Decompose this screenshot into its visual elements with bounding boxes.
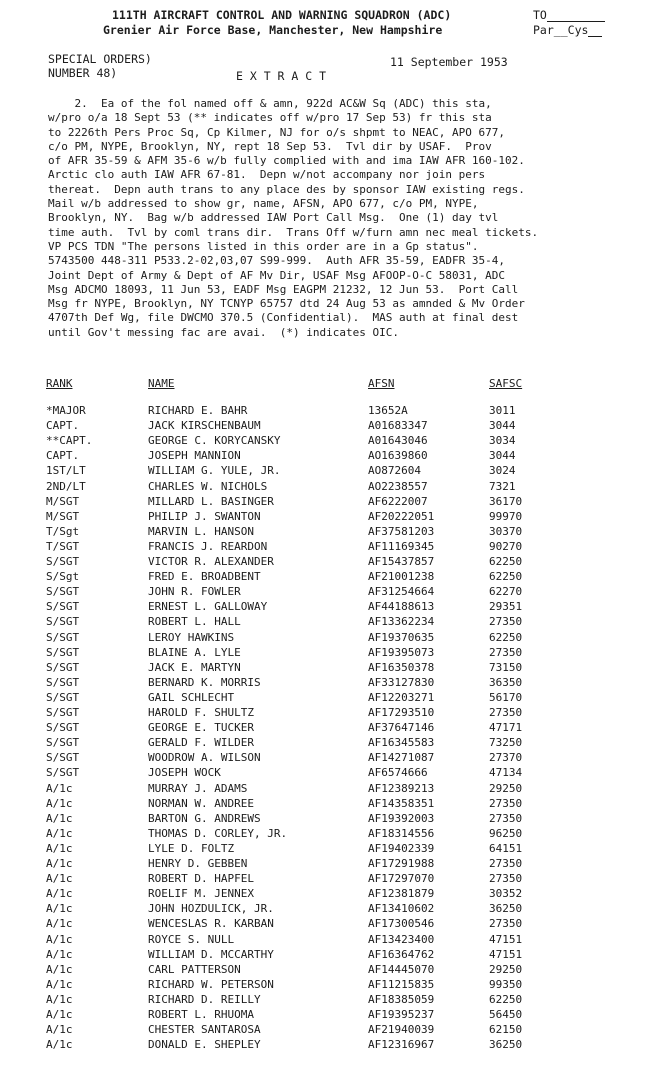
cell-safsc: 62250 [489, 570, 523, 584]
cell-name: ERNEST L. GALLOWAY [148, 600, 268, 614]
cell-afsn: AF16345583 [368, 736, 435, 750]
cell-rank: *MAJOR [46, 404, 86, 417]
table-row [0, 797, 650, 811]
paragraph-line: 5743500 448-311 P533.2-02,03,07 S99-999. Auth AFR 35-59, EADFR 35-4, [48, 254, 505, 268]
cell-afsn: 13652A [368, 404, 408, 417]
to-blank [547, 11, 605, 22]
cell-safsc: 36350 [489, 675, 523, 689]
table-row [0, 812, 650, 826]
cell-safsc: 47134 [489, 766, 523, 780]
cell-name: CHARLES W. NICHOLS [148, 479, 268, 493]
cell-rank: T/Sgt [46, 524, 80, 538]
table-row [0, 449, 650, 463]
cell-safsc: 27350 [489, 872, 523, 886]
cell-safsc: 30370 [489, 524, 523, 538]
table-row [0, 404, 650, 418]
cell-afsn: AF6574666 [368, 766, 428, 780]
cell-name: CARL PATTERSON [148, 962, 241, 976]
cell-afsn: AF17297070 [368, 872, 435, 886]
cell-name: PHILIP J. SWANTON [148, 509, 261, 523]
cell-safsc: 62250 [489, 630, 523, 644]
cell-name: RICHARD D. REILLY [148, 992, 261, 1006]
cell-name: JOSEPH WOCK [148, 766, 221, 780]
cell-name: ROELIF M. JENNEX [148, 887, 254, 901]
table-row [0, 600, 650, 614]
table-row [0, 948, 650, 962]
cell-name: FRANCIS J. REARDON [148, 539, 268, 553]
cell-afsn: AF14358351 [368, 796, 435, 810]
cell-rank: S/SGT [46, 751, 80, 765]
table-row [0, 510, 650, 524]
cell-afsn: AF17291988 [368, 857, 435, 870]
cell-safsc: 27350 [489, 615, 523, 629]
table-row [0, 706, 650, 720]
cell-afsn: AF19402339 [368, 841, 435, 855]
cell-rank: T/SGT [46, 539, 80, 553]
cell-rank: S/SGT [46, 721, 80, 735]
cell-rank: S/SGT [46, 736, 80, 750]
column-header-rank: RANK [46, 377, 73, 390]
column-header-name: NAME [148, 377, 175, 390]
cell-name: GERALD F. WILDER [148, 736, 254, 750]
table-row [0, 1023, 650, 1037]
table-row [0, 646, 650, 660]
cell-rank: A/1c [46, 796, 73, 810]
table-row [0, 782, 650, 796]
cell-afsn: A01643046 [368, 434, 428, 448]
cell-afsn: AO872604 [368, 464, 421, 478]
cell-afsn: AF37647146 [368, 721, 435, 735]
cell-safsc: 29351 [489, 600, 523, 614]
cell-safsc: 99350 [489, 977, 523, 991]
paragraph-line: thereat. Depn auth trans to any place des by sponsor IAW existing regs. [48, 182, 525, 196]
cell-name: GEORGE C. KORYCANSKY [148, 434, 281, 448]
table-row [0, 766, 650, 780]
cell-afsn: AO1639860 [368, 449, 428, 463]
cell-name: GEORGE E. TUCKER [148, 721, 254, 735]
unit-title: 111TH AIRCRAFT CONTROL AND WARNING SQUADRON (ADC) [112, 8, 452, 22]
cell-rank: S/SGT [46, 660, 80, 674]
unit-location: Grenier Air Force Base, Manchester, New Hampshire [103, 23, 443, 37]
cell-safsc: 56450 [489, 1008, 523, 1021]
cell-rank: A/1c [46, 902, 73, 916]
cys-label: Cys [567, 23, 589, 37]
paragraph-line: of AFR 35-59 & AFM 35-6 w/b fully complied with and ima IAW AFR 160-102. [48, 154, 525, 168]
cell-rank: A/1c [46, 872, 73, 886]
cell-safsc: 56170 [489, 690, 523, 704]
cell-rank: A/1c [46, 841, 73, 855]
cell-rank: A/1c [46, 932, 73, 946]
paragraph-line: 4707th Def Wg, file DWCMO 370.5 (Confidential). MAS auth at final dest [48, 311, 519, 325]
cell-afsn: AF17293510 [368, 706, 435, 719]
extract-heading: E X T R A C T [236, 69, 327, 83]
cell-afsn: AF33127830 [368, 675, 435, 689]
table-row [0, 555, 650, 569]
cell-safsc: 27350 [489, 917, 523, 931]
table-row [0, 963, 650, 977]
table-row [0, 721, 650, 735]
special-orders-label: SPECIAL ORDERS) [48, 52, 152, 66]
column-header-afsn: AFSN [368, 377, 395, 390]
cell-name: LEROY HAWKINS [148, 630, 235, 644]
cell-name: BERNARD K. MORRIS [148, 675, 261, 689]
order-number: NUMBER 48) [48, 66, 118, 80]
cell-afsn: A01683347 [368, 419, 428, 433]
cell-afsn: AF16350378 [368, 660, 435, 674]
cell-safsc: 73250 [489, 736, 523, 750]
cell-name: THOMAS D. CORLEY, JR. [148, 826, 288, 840]
table-row [0, 842, 650, 856]
cell-rank: A/1c [46, 977, 73, 991]
table-row [0, 661, 650, 675]
cell-safsc: 30352 [489, 887, 523, 901]
cell-rank: A/1c [46, 887, 73, 901]
cell-safsc: 62150 [489, 1023, 523, 1037]
cell-safsc: 7321 [489, 479, 516, 493]
table-row [0, 676, 650, 690]
cell-rank: S/SGT [46, 675, 80, 689]
paragraph-line: c/o PM, NYPE, Brooklyn, NY, rept 18 Sep 53. Tvl dir by USAF. Prov [48, 139, 492, 153]
cell-afsn: AF19395073 [368, 645, 435, 659]
cell-afsn: AF11215835 [368, 977, 435, 991]
cell-afsn: AF13423400 [368, 932, 435, 946]
cell-name: GAIL SCHLECHT [148, 690, 235, 704]
cell-afsn: AF11169345 [368, 539, 435, 553]
cell-rank: S/SGT [46, 690, 80, 704]
paragraph-line: Arctic clo auth IAW AFR 67-81. Depn w/not accompany nor join pers [48, 168, 486, 182]
cell-safsc: 27350 [489, 811, 523, 825]
cell-safsc: 36250 [489, 902, 523, 916]
cell-safsc: 3034 [489, 434, 516, 448]
table-row [0, 495, 650, 509]
cell-rank: S/SGT [46, 630, 80, 644]
cell-rank: S/SGT [46, 585, 80, 599]
column-header-safsc: SAFSC [489, 377, 523, 390]
order-date: 11 September 1953 [390, 55, 508, 69]
cell-safsc: 64151 [489, 841, 523, 855]
paragraph-line: Brooklyn, NY. Bag w/b addressed IAW Port Call Msg. One (1) day tvl [48, 211, 499, 225]
table-row [0, 993, 650, 1007]
cell-safsc: 3011 [489, 404, 516, 417]
table-row [0, 902, 650, 916]
paragraph-line: w/pro o/a 18 Sept 53 (** indicates off w/pro 17 Sep 53) fr this sta [48, 111, 492, 125]
cell-safsc: 62250 [489, 555, 523, 568]
paragraph-line: VP PCS TDN "The persons listed in this order are in a Gp status". [48, 239, 479, 253]
cell-afsn: AF19395237 [368, 1008, 435, 1021]
cell-afsn: AF12203271 [368, 690, 435, 704]
cell-safsc: 47171 [489, 721, 523, 735]
cell-safsc: 3044 [489, 449, 516, 463]
cell-rank: A/1c [46, 826, 73, 840]
cell-afsn: AF18385059 [368, 992, 435, 1006]
table-row [0, 933, 650, 947]
cell-name: MARVIN L. HANSON [148, 524, 254, 538]
cell-name: JOHN HOZDULICK, JR. [148, 902, 274, 916]
cell-rank: M/SGT [46, 494, 80, 508]
cell-rank: S/SGT [46, 706, 80, 719]
cell-name: WILLIAM D. MCCARTHY [148, 947, 274, 961]
cell-name: NORMAN W. ANDREE [148, 796, 254, 810]
cell-safsc: 96250 [489, 826, 523, 840]
table-row [0, 917, 650, 931]
cell-name: MILLARD L. BASINGER [148, 494, 274, 508]
cell-name: RICHARD E. BAHR [148, 404, 248, 417]
cell-afsn: AF37581203 [368, 524, 435, 538]
cell-safsc: 27350 [489, 706, 523, 719]
cell-safsc: 47151 [489, 932, 523, 946]
cell-name: HENRY D. GEBBEN [148, 857, 248, 870]
table-row [0, 857, 650, 871]
table-row [0, 1038, 650, 1052]
cell-name: JACK E. MARTYN [148, 660, 241, 674]
cell-name: VICTOR R. ALEXANDER [148, 555, 274, 568]
cell-rank: A/1c [46, 947, 73, 961]
cell-rank: A/1c [46, 992, 73, 1006]
cell-rank: S/Sgt [46, 570, 80, 584]
cell-name: DONALD E. SHEPLEY [148, 1038, 261, 1052]
table-row [0, 827, 650, 841]
cell-safsc: 62270 [489, 585, 523, 599]
cell-rank: A/1c [46, 1008, 73, 1021]
cell-name: BARTON G. ANDREWS [148, 811, 261, 825]
cell-afsn: AF14445070 [368, 962, 435, 976]
cell-safsc: 36170 [489, 494, 523, 508]
cell-name: ROBERT D. HAPFEL [148, 872, 254, 886]
cell-afsn: AF18314556 [368, 826, 435, 840]
cell-rank: S/SGT [46, 615, 80, 629]
cell-name: RICHARD W. PETERSON [148, 977, 274, 991]
cell-afsn: AF19392003 [368, 811, 435, 825]
cell-name: FRED E. BROADBENT [148, 570, 261, 584]
cell-rank: A/1c [46, 781, 73, 795]
table-row [0, 615, 650, 629]
table-row [0, 736, 650, 750]
cys-blank [588, 26, 602, 37]
table-row [0, 419, 650, 433]
cell-safsc: 29250 [489, 781, 523, 795]
table-row [0, 434, 650, 448]
cell-afsn: AF14271087 [368, 751, 435, 765]
cell-name: ROBERT L. RHUOMA [148, 1008, 254, 1021]
table-row [0, 585, 650, 599]
table-row [0, 570, 650, 584]
cell-rank: 1ST/LT [46, 464, 86, 478]
cell-afsn: AF21940039 [368, 1023, 435, 1037]
cell-name: MURRAY J. ADAMS [148, 781, 248, 795]
paragraph-line: to 2226th Pers Proc Sq, Cp Kilmer, NJ for o/s shpmt to NEAC, APO 677, [48, 125, 505, 139]
cell-afsn: AF19370635 [368, 630, 435, 644]
cell-rank: A/1c [46, 1023, 73, 1037]
cell-safsc: 27350 [489, 645, 523, 659]
cell-afsn: AF15437857 [368, 555, 435, 568]
distribution-par: Par__Cys [533, 23, 602, 37]
cell-safsc: 36250 [489, 1038, 523, 1052]
cell-afsn: AF16364762 [368, 947, 435, 961]
par-label: Par [533, 23, 554, 37]
paragraph-line: Mail w/b addressed to show gr, name, AFSN, APO 677, c/o PM, NYPE, [48, 197, 479, 211]
cell-safsc: 27370 [489, 751, 523, 765]
cell-rank: S/SGT [46, 555, 80, 568]
cell-afsn: AF44188613 [368, 600, 435, 614]
cell-afsn: AF12316967 [368, 1038, 435, 1052]
table-row [0, 525, 650, 539]
cell-safsc: 90270 [489, 539, 523, 553]
cell-name: CHESTER SANTAROSA [148, 1023, 261, 1037]
cell-name: JACK KIRSCHENBAUM [148, 419, 261, 433]
cell-rank: S/SGT [46, 766, 80, 780]
table-row [0, 978, 650, 992]
cell-rank: A/1c [46, 857, 73, 870]
cell-rank: A/1c [46, 917, 73, 931]
cell-afsn: AF20222051 [368, 509, 435, 523]
cell-name: ROBERT L. HALL [148, 615, 241, 629]
cell-rank: S/SGT [46, 645, 80, 659]
cell-rank: M/SGT [46, 509, 80, 523]
table-row [0, 872, 650, 886]
cell-name: BLAINE A. LYLE [148, 645, 241, 659]
cell-name: HAROLD F. SHULTZ [148, 706, 254, 719]
cell-safsc: 99970 [489, 509, 523, 523]
cell-safsc: 3044 [489, 419, 516, 433]
cell-afsn: AF12389213 [368, 781, 435, 795]
paragraph-line: time auth. Tvl by coml trans dir. Trans Off w/furn amn nec meal tickets. [48, 225, 539, 239]
paragraph-line: Msg fr NYPE, Brooklyn, NY TCNYP 65757 dtd 24 Aug 53 as amnded & Mv Order [48, 297, 525, 311]
distribution-to [533, 8, 605, 22]
cell-afsn: AF17300546 [368, 917, 435, 931]
cell-rank: S/SGT [46, 600, 80, 614]
order-paragraph [48, 97, 644, 340]
paragraph-line: Msg ADCMO 18093, 11 Jun 53, EADF Msg EAGPM 21232, 12 Jun 53. Port Call [48, 282, 519, 296]
table-row [0, 691, 650, 705]
cell-safsc: 27350 [489, 796, 523, 810]
cell-name: WILLIAM G. YULE, JR. [148, 464, 281, 478]
cell-name: WENCESLAS R. KARBAN [148, 917, 274, 931]
cell-name: JOSEPH MANNION [148, 449, 241, 463]
cell-rank: CAPT. [46, 449, 80, 463]
table-row [0, 464, 650, 478]
table-row [0, 540, 650, 554]
cell-rank: CAPT. [46, 419, 80, 433]
cell-name: ROYCE S. NULL [148, 932, 235, 946]
table-row [0, 887, 650, 901]
cell-safsc: 73150 [489, 660, 523, 674]
cell-afsn: AF6222007 [368, 494, 428, 508]
table-row [0, 631, 650, 645]
cell-safsc: 47151 [489, 947, 523, 961]
cell-afsn: AF12381879 [368, 887, 435, 901]
table-row [0, 751, 650, 765]
cell-afsn: AF13410602 [368, 902, 435, 916]
to-label: TO [533, 8, 547, 22]
cell-rank: A/1c [46, 962, 73, 976]
cell-rank: A/1c [46, 1038, 73, 1052]
cell-afsn: AF21001238 [368, 570, 435, 584]
cell-name: WOODROW A. WILSON [148, 751, 261, 765]
cell-afsn: AF13362234 [368, 615, 435, 629]
cell-name: LYLE D. FOLTZ [148, 841, 235, 855]
cell-rank: A/1c [46, 811, 73, 825]
cell-rank: **CAPT. [46, 434, 93, 448]
cell-rank: 2ND/LT [46, 479, 86, 493]
paragraph-line: 2. Ea of the fol named off & amn, 922d AC&W Sq (ADC) this sta, [48, 97, 492, 110]
cell-safsc: 3024 [489, 464, 516, 478]
table-row [0, 480, 650, 494]
cell-safsc: 29250 [489, 962, 523, 976]
cell-afsn: AO2238557 [368, 479, 428, 493]
table-row [0, 1008, 650, 1022]
cell-afsn: AF31254664 [368, 585, 435, 599]
cell-safsc: 62250 [489, 992, 523, 1006]
cell-name: JOHN R. FOWLER [148, 585, 241, 599]
paragraph-line: Joint Dept of Army & Dept of AF Mv Dir, USAF Msg AFOOP-O-C 58031, ADC [48, 268, 505, 282]
paragraph-line: until Gov't messing fac are avai. (*) indicates OIC. [48, 325, 399, 339]
cell-safsc: 27350 [489, 857, 523, 870]
